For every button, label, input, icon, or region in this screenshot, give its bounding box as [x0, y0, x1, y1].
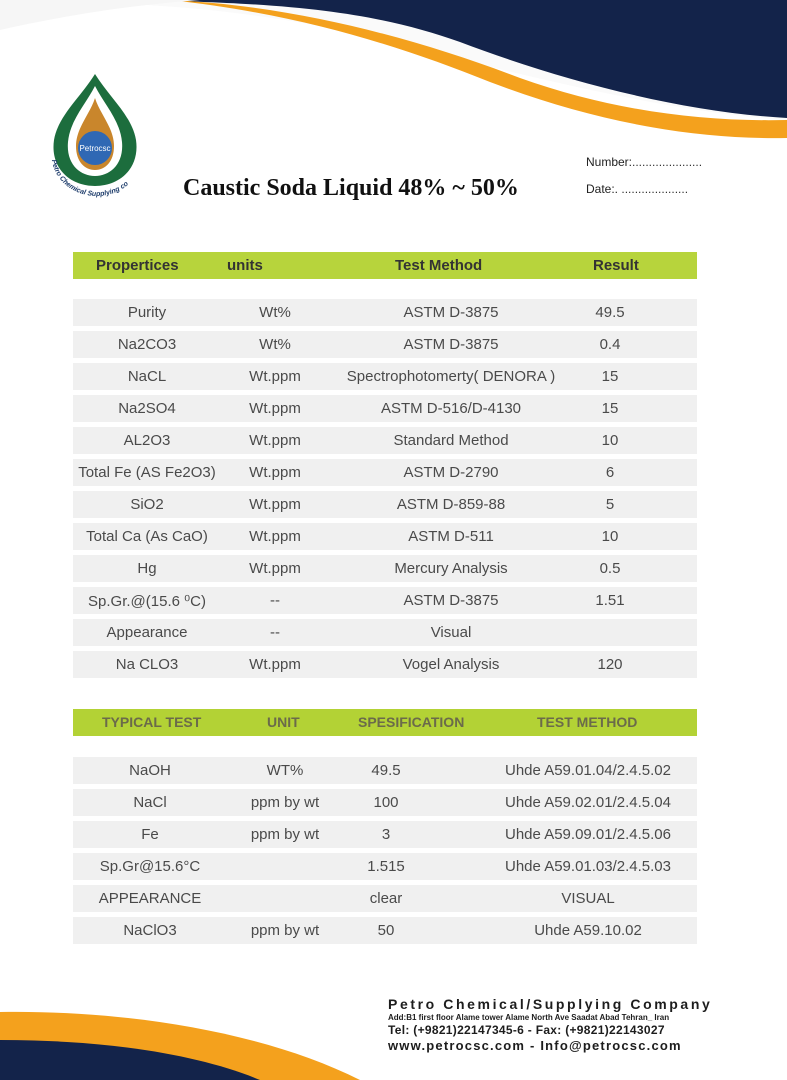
cell-result: 10: [601, 528, 619, 545]
table-row: [73, 427, 697, 454]
cell-typical-test: NaOH: [129, 762, 171, 779]
cell-typical-test: Fe: [141, 826, 159, 843]
cell-unit: ppm by wt: [250, 826, 320, 843]
table-row: [73, 757, 697, 784]
cell-property: SiO2: [130, 496, 164, 513]
cell-result: 10: [601, 432, 619, 449]
cell-specification: clear: [369, 890, 403, 907]
number-value: .....................: [632, 155, 703, 169]
cell-unit: Wt%: [259, 304, 291, 321]
cell-test-method: Uhde A59.01.03/2.4.5.03: [505, 858, 671, 875]
cell-unit: ppm by wt: [250, 794, 320, 811]
col-header-test-method: Test Method: [395, 257, 483, 274]
company-footer: [388, 996, 738, 1053]
cell-specification: 1.515: [367, 858, 405, 875]
date-value: ....................: [621, 182, 689, 196]
logo-ring-text: Petro Chemical Supplying co: [49, 159, 130, 199]
footer-phone-fax: Tel: (+9821)22147345-6 - Fax: (+9821)22143027: [388, 1023, 665, 1037]
footer-web-email: www.petrocsc.com - Info@petrocsc.com: [388, 1038, 682, 1053]
cell-test-method: ASTM D-3875: [403, 336, 499, 353]
table-row: [73, 885, 697, 912]
table-row: [73, 917, 697, 944]
table-row: [73, 299, 697, 326]
table-row: [73, 459, 697, 486]
company-logo: [40, 68, 150, 203]
cell-result: 15: [601, 368, 619, 385]
cell-specification: 49.5: [371, 762, 401, 779]
cell-result: 1.51: [595, 592, 625, 609]
table-row: [73, 331, 697, 358]
cell-test-method: Mercury Analysis: [394, 560, 508, 577]
typical-test-table-header: [73, 709, 697, 736]
cell-typical-test: APPEARANCE: [98, 890, 202, 907]
cell-property: Total Ca (As CaO): [86, 528, 208, 545]
cell-test-method: ASTM D-516/D-4130: [380, 400, 522, 417]
cell-result: 120: [597, 656, 623, 673]
cell-test-method: Uhde A59.10.02: [534, 922, 642, 939]
col-header-result: Result: [593, 257, 639, 274]
cell-property: Appearance: [106, 624, 188, 641]
logo-text: Petrocsc: [79, 144, 111, 153]
cell-property: Na2CO3: [117, 336, 177, 353]
cell-unit: --: [270, 592, 280, 609]
cell-test-method: ASTM D-859-88: [396, 496, 506, 513]
number-label: Number:: [586, 155, 633, 169]
cell-test-method: ASTM D-2790: [403, 464, 499, 481]
cell-property: Na CLO3: [115, 656, 179, 673]
col-header-units: units: [227, 257, 263, 274]
cell-property: Hg: [137, 560, 157, 577]
cell-property: Na2SO4: [118, 400, 176, 417]
cell-unit: Wt.ppm: [249, 496, 301, 513]
cell-result: 49.5: [595, 304, 625, 321]
table-row: [73, 523, 697, 550]
cell-property: NaCL: [127, 368, 167, 385]
cell-result: 6: [605, 464, 615, 481]
cell-test-method: ASTM D-3875: [403, 304, 499, 321]
table-row: [73, 853, 697, 880]
date-label: Date:.: [586, 182, 619, 196]
col-header-specification: SPESIFICATION: [358, 714, 465, 730]
cell-result: 0.4: [599, 336, 621, 353]
table-row: [73, 651, 697, 678]
cell-unit: Wt.ppm: [249, 560, 301, 577]
footer-company-name: Petro Chemical/Supplying Company: [388, 996, 713, 1012]
table-row: [73, 363, 697, 390]
cell-specification: 100: [373, 794, 399, 811]
cell-typical-test: NaCl: [133, 794, 167, 811]
cell-result: 5: [605, 496, 615, 513]
cell-test-method: ASTM D-3875: [403, 592, 499, 609]
properties-table-header: [73, 252, 697, 279]
cell-test-method: Spectrophotomerty( DENORA ): [346, 368, 556, 385]
cell-test-method: Uhde A59.02.01/2.4.5.04: [505, 794, 671, 811]
date-field: [586, 182, 688, 196]
table-row: [73, 587, 697, 614]
cell-unit: Wt.ppm: [249, 656, 301, 673]
cell-test-method: ASTM D-511: [408, 528, 494, 545]
cell-result: 15: [601, 400, 619, 417]
cell-test-method: Uhde A59.01.04/2.4.5.02: [505, 762, 671, 779]
cell-unit: Wt.ppm: [249, 432, 301, 449]
cell-result: 0.5: [599, 560, 621, 577]
table-row: [73, 555, 697, 582]
number-field: [586, 155, 702, 169]
col-header-unit: UNIT: [267, 714, 300, 730]
cell-unit: Wt.ppm: [249, 400, 301, 417]
cell-unit: Wt.ppm: [249, 528, 301, 545]
document-title: Caustic Soda Liquid 48% ~ 50%: [183, 175, 519, 201]
cell-test-method: Vogel Analysis: [402, 656, 500, 673]
cell-specification: 50: [377, 922, 395, 939]
table-row: [73, 789, 697, 816]
cell-property: Purity: [127, 304, 167, 321]
table-row: [73, 821, 697, 848]
col-header-typical-test: TYPICAL TEST: [102, 714, 202, 730]
table-row: [73, 619, 697, 646]
cell-unit: Wt.ppm: [249, 368, 301, 385]
cell-unit: Wt%: [259, 336, 291, 353]
cell-unit: Wt.ppm: [249, 464, 301, 481]
cell-property: Total Fe (AS Fe2O3): [78, 464, 216, 481]
cell-test-method: Visual: [430, 624, 472, 641]
cell-property: AL2O3: [123, 432, 171, 449]
cell-test-method: VISUAL: [561, 890, 615, 907]
cell-specification: 3: [381, 826, 391, 843]
col-header-test-method-2: TEST METHOD: [537, 714, 638, 730]
cell-typical-test: Sp.Gr@15.6°C: [99, 858, 201, 875]
cell-test-method: Uhde A59.09.01/2.4.5.06: [505, 826, 671, 843]
cell-test-method: Standard Method: [393, 432, 509, 449]
cell-unit: WT%: [266, 762, 304, 779]
table-row: [73, 395, 697, 422]
col-header-properties: Propertices: [96, 257, 179, 274]
cell-unit: --: [270, 624, 280, 641]
footer-address: Add:B1 first floor Alame tower Alame North Ave Saadat Abad Tehran_ Iran: [388, 1013, 670, 1022]
table-row: [73, 491, 697, 518]
cell-unit: ppm by wt: [250, 922, 320, 939]
cell-typical-test: NaClO3: [123, 922, 177, 939]
cell-property: Sp.Gr.@(15.6 ⁰C): [88, 593, 206, 610]
